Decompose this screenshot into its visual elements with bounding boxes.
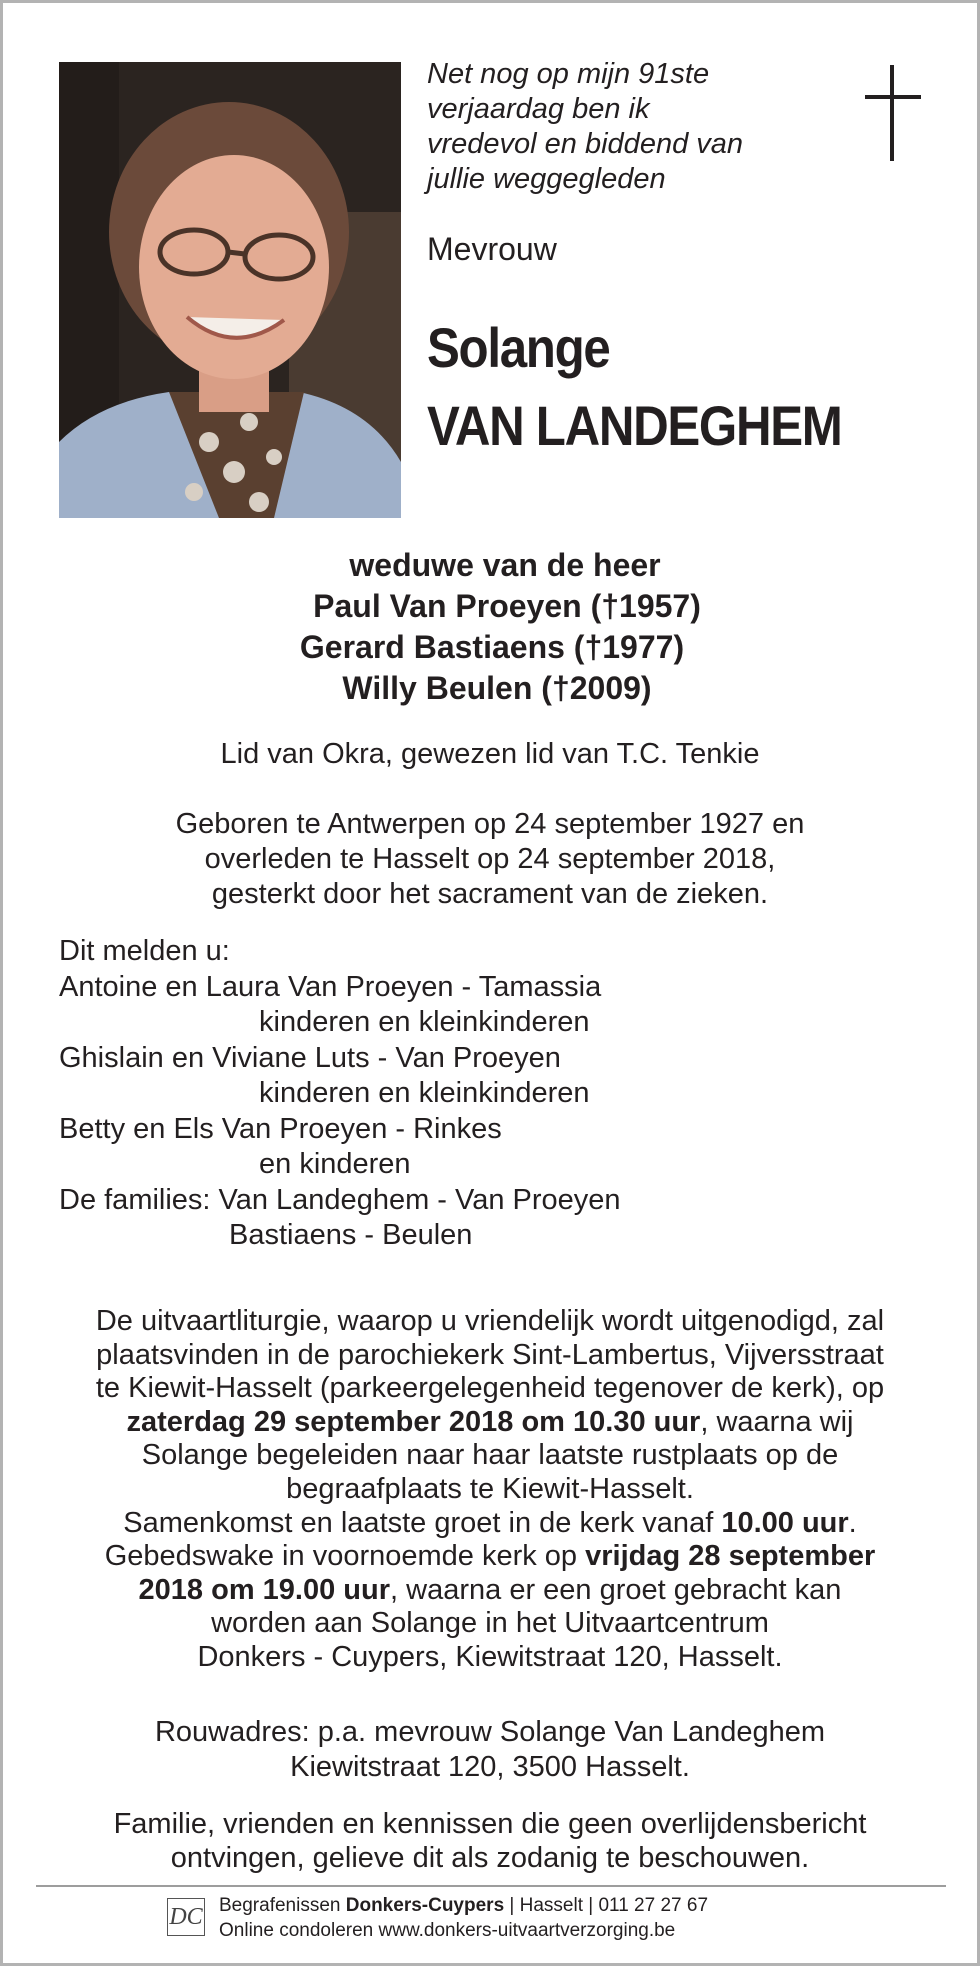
quote-line: jullie weggegleden: [427, 163, 666, 195]
cross-vertical: [890, 65, 894, 161]
born-line: gesterkt door het sacrament van de zieken.: [211, 878, 769, 910]
notice-line: Familie, vrienden en kennissen die geen overlijdensbericht: [113, 1808, 867, 1840]
footer-website: Online condoleren www.donkers-uitvaartverzorging.be: [219, 1920, 676, 1941]
deceased-name: [427, 309, 842, 465]
funeral-text: .: [848, 1506, 857, 1539]
portrait-photo: [59, 62, 401, 518]
first-name: Solange: [427, 316, 610, 379]
family-line: Antoine en Laura Van Proeyen - Tamassia: [59, 970, 602, 1003]
cross-horizontal: [865, 95, 921, 99]
funeral-text: Gebedswake in voornoemde kerk op: [104, 1540, 586, 1573]
funeral-line: worden aan Solange in het Uitvaartcentrum: [211, 1607, 769, 1640]
family-subline: kinderen en kleinkinderen: [259, 1077, 590, 1109]
footer-line: [219, 1893, 708, 1918]
notice-line: ontvingen, gelieve dit als zodanig te beschouwen.: [170, 1842, 810, 1874]
vigil-time: 2018 om 19.00 uur: [138, 1573, 391, 1606]
address-line: Rouwadres: p.a. mevrouw Solange Van Landeghem: [154, 1716, 826, 1748]
funeral-home-name: Donkers-Cuypers: [345, 1895, 505, 1916]
funeral-date: zaterdag 29 september 2018 om 10.30 uur: [126, 1405, 701, 1438]
funeral-line: te Kiewit-Hasselt (parkeergelegenheid tegenover de kerk), op: [95, 1372, 885, 1405]
vigil-date: vrijdag 28 september: [585, 1540, 876, 1573]
notice: [3, 1807, 977, 1875]
funeral-text: , waarna wij: [700, 1405, 854, 1438]
funeral-line: [3, 1574, 977, 1608]
funeral-line: begraafplaats te Kiewit-Hasselt.: [286, 1472, 694, 1505]
portrait-illustration: [59, 62, 401, 518]
footer: [219, 1893, 708, 1943]
family-subline: en kinderen: [259, 1148, 411, 1180]
quote-line: verjaardag ben ik: [427, 93, 650, 125]
mourning-address: [3, 1715, 977, 1785]
family-line: De families: Van Landeghem - Van Proeyen: [59, 1183, 621, 1216]
born-line: overleden te Hasselt op 24 september 2018,: [204, 843, 776, 875]
family-subline: kinderen en kleinkinderen: [259, 1006, 590, 1038]
footer-text: | Hasselt | 011 27 27 67: [504, 1895, 709, 1916]
born-line: Geboren te Antwerpen op 24 september 1927 en: [175, 808, 805, 840]
gathering-time: 10.00 uur: [721, 1506, 849, 1539]
funeral-line: [3, 1406, 977, 1440]
funeral-line: De uitvaartliturgie, waarop u vriendelijk wordt uitgenodigd, zal: [95, 1305, 885, 1337]
funeral-line: plaatsvinden in de parochiekerk Sint-Lambertus, Vijversstraat: [96, 1338, 884, 1371]
announce-intro: Dit melden u:: [59, 935, 230, 967]
quote-line: Net nog op mijn 91ste: [427, 58, 710, 90]
memorial-quote: [427, 57, 847, 197]
honorific: Mevrouw: [427, 231, 557, 267]
family-line: Ghislain en Viviane Luts - Van Proeyen: [59, 1041, 561, 1074]
footer-divider: [36, 1885, 946, 1887]
funeral-details: [3, 1305, 977, 1675]
funeral-line: [3, 1507, 977, 1541]
widow-line: weduwe van de heer: [349, 547, 661, 583]
widow-line: Willy Beulen (†2009): [342, 670, 652, 706]
funeral-line: [3, 1540, 977, 1574]
birth-death-info: [3, 807, 977, 912]
funeral-line: Solange begeleiden naar haar laatste rustplaats op de: [141, 1439, 839, 1472]
funeral-text: , waarna er een groet gebracht kan: [390, 1573, 842, 1606]
quote-line: vredevol en biddend van: [427, 128, 744, 160]
family-subline: Bastiaens - Beulen: [229, 1219, 473, 1251]
widow-of: [3, 545, 977, 709]
family-announcement: [59, 934, 621, 1254]
funeral-text: Samenkomst en laatste groet in de kerk vanaf: [123, 1506, 722, 1539]
membership-line: Lid van Okra, gewezen lid van T.C. Tenkie: [220, 738, 760, 770]
last-name: VAN LANDEGHEM: [427, 394, 842, 457]
widow-line: Gerard Bastiaens (†1977): [299, 629, 685, 665]
cross-icon: [865, 65, 921, 161]
address-line: Kiewitstraat 120, 3500 Hasselt.: [290, 1751, 690, 1783]
family-line: Betty en Els Van Proeyen - Rinkes: [59, 1112, 502, 1145]
funeral-home-logo: DC: [167, 1898, 205, 1936]
widow-line: Paul Van Proeyen (†1957): [313, 588, 701, 624]
membership: [3, 736, 977, 772]
footer-text: Begrafenissen: [219, 1895, 346, 1916]
funeral-line: Donkers - Cuypers, Kiewitstraat 120, Hasselt.: [197, 1640, 783, 1673]
